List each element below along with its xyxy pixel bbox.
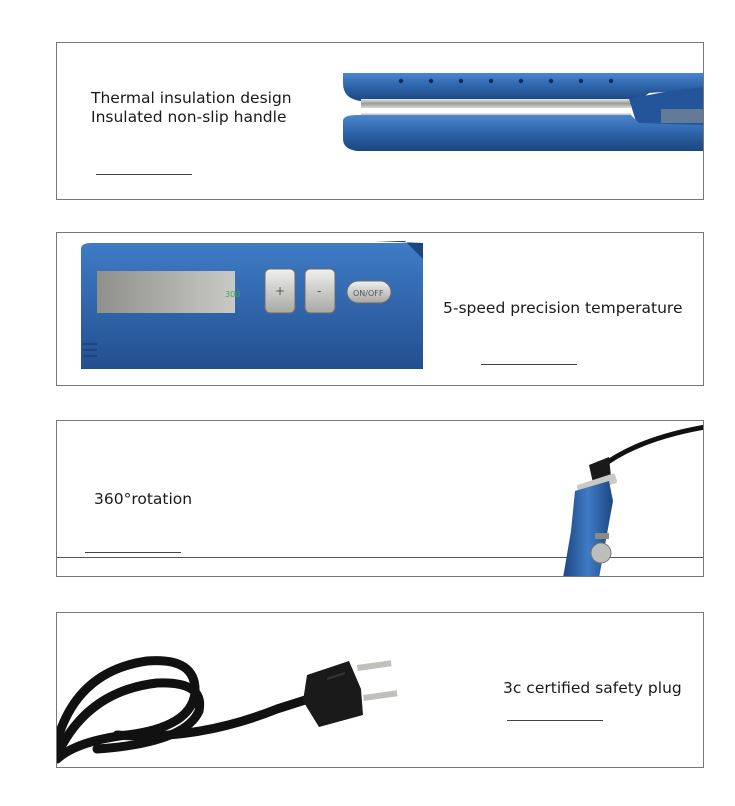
feature-text-line-1: 3c certified safety plug bbox=[503, 679, 682, 697]
feature-text-line-2: Insulated non-slip handle bbox=[91, 108, 287, 126]
underline-decoration bbox=[96, 174, 192, 175]
underline-decoration bbox=[481, 364, 577, 365]
flat-iron-plates-image bbox=[339, 69, 704, 155]
feature-panel-temperature bbox=[56, 232, 704, 386]
feature-text-line-1: 5-speed precision temperature bbox=[443, 299, 683, 317]
swivel-cord-image bbox=[497, 421, 704, 577]
temperature-display: 300 bbox=[225, 290, 241, 299]
feature-panel-thermal-insulation bbox=[56, 42, 704, 200]
underline-decoration bbox=[85, 552, 181, 553]
svg-text:-: - bbox=[317, 284, 322, 298]
power-button-label: ON/OFF bbox=[353, 289, 384, 298]
feature-text-line-1: 360°rotation bbox=[94, 490, 193, 508]
svg-text:+: + bbox=[275, 284, 286, 298]
feature-panel-rotation bbox=[56, 420, 704, 577]
feature-text-line-1: Thermal insulation design bbox=[91, 89, 292, 107]
power-plug-image bbox=[57, 631, 417, 767]
control-panel-image bbox=[75, 243, 425, 369]
feature-panel-plug bbox=[56, 612, 704, 768]
underline-decoration bbox=[507, 720, 603, 721]
